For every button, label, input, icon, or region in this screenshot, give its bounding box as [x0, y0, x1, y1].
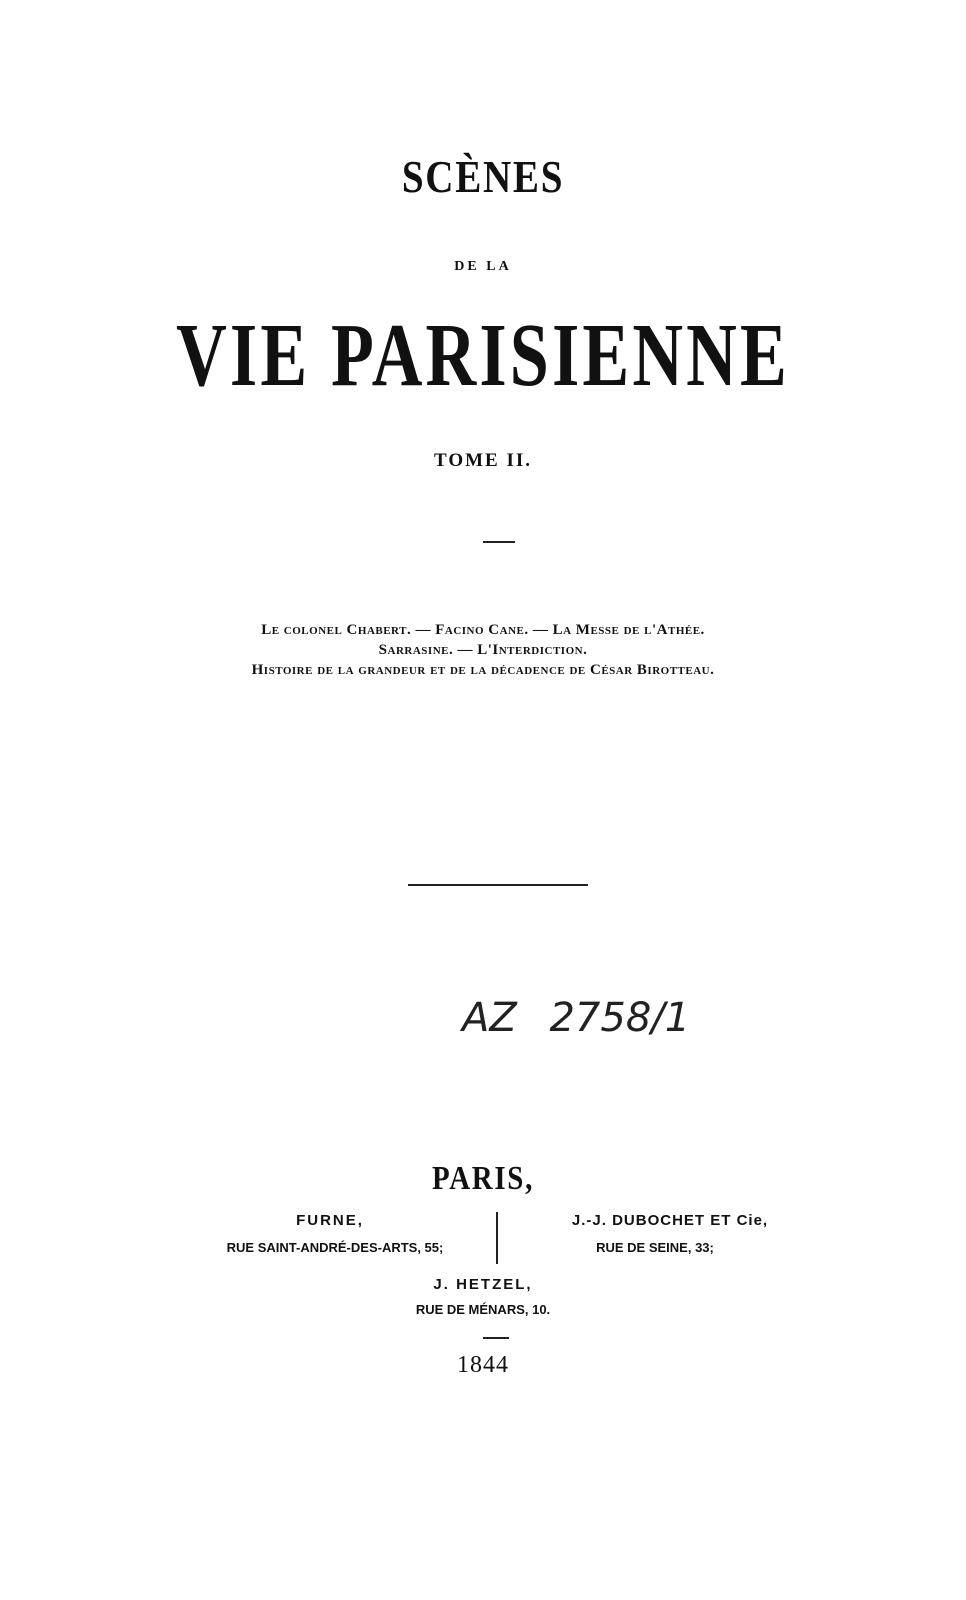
publisher-address: RUE SAINT-ANDRÉ-DES-ARTS, 55;: [226, 1240, 444, 1255]
publisher-name: J.-J. DUBOCHET ET Cie,: [571, 1212, 769, 1229]
publisher-name: J. HETZEL,: [433, 1276, 533, 1293]
contents-line: Sarrasine. — L'Interdiction.: [378, 642, 588, 658]
publisher-name: FURNE,: [296, 1212, 364, 1229]
publisher-separator: [496, 1212, 498, 1264]
publisher-address: RUE DE MÉNARS, 10.: [415, 1302, 551, 1317]
contents-line: Histoire de la grandeur et de la décadence de César Birotteau.: [251, 662, 715, 678]
title-vie-parisienne: VIE PARISIENNE: [176, 306, 790, 405]
publication-year: 1844: [457, 1352, 509, 1378]
divider-rule: [408, 884, 588, 886]
contents-line: Le colonel Chabert. — Facino Cane. — La Messe de l'Athée.: [261, 622, 705, 638]
imprint-city: PARIS,: [432, 1160, 534, 1197]
volume-label: TOME II.: [433, 450, 532, 471]
handwritten-call-number: AZ 2758/1: [462, 995, 691, 1041]
publisher-address: RUE DE SEINE, 33;: [596, 1240, 714, 1255]
title-de-la: DE LA: [454, 259, 512, 274]
divider-rule: [483, 541, 515, 543]
title-scenes: SCÈNES: [401, 151, 565, 202]
divider-rule: [483, 1337, 509, 1339]
